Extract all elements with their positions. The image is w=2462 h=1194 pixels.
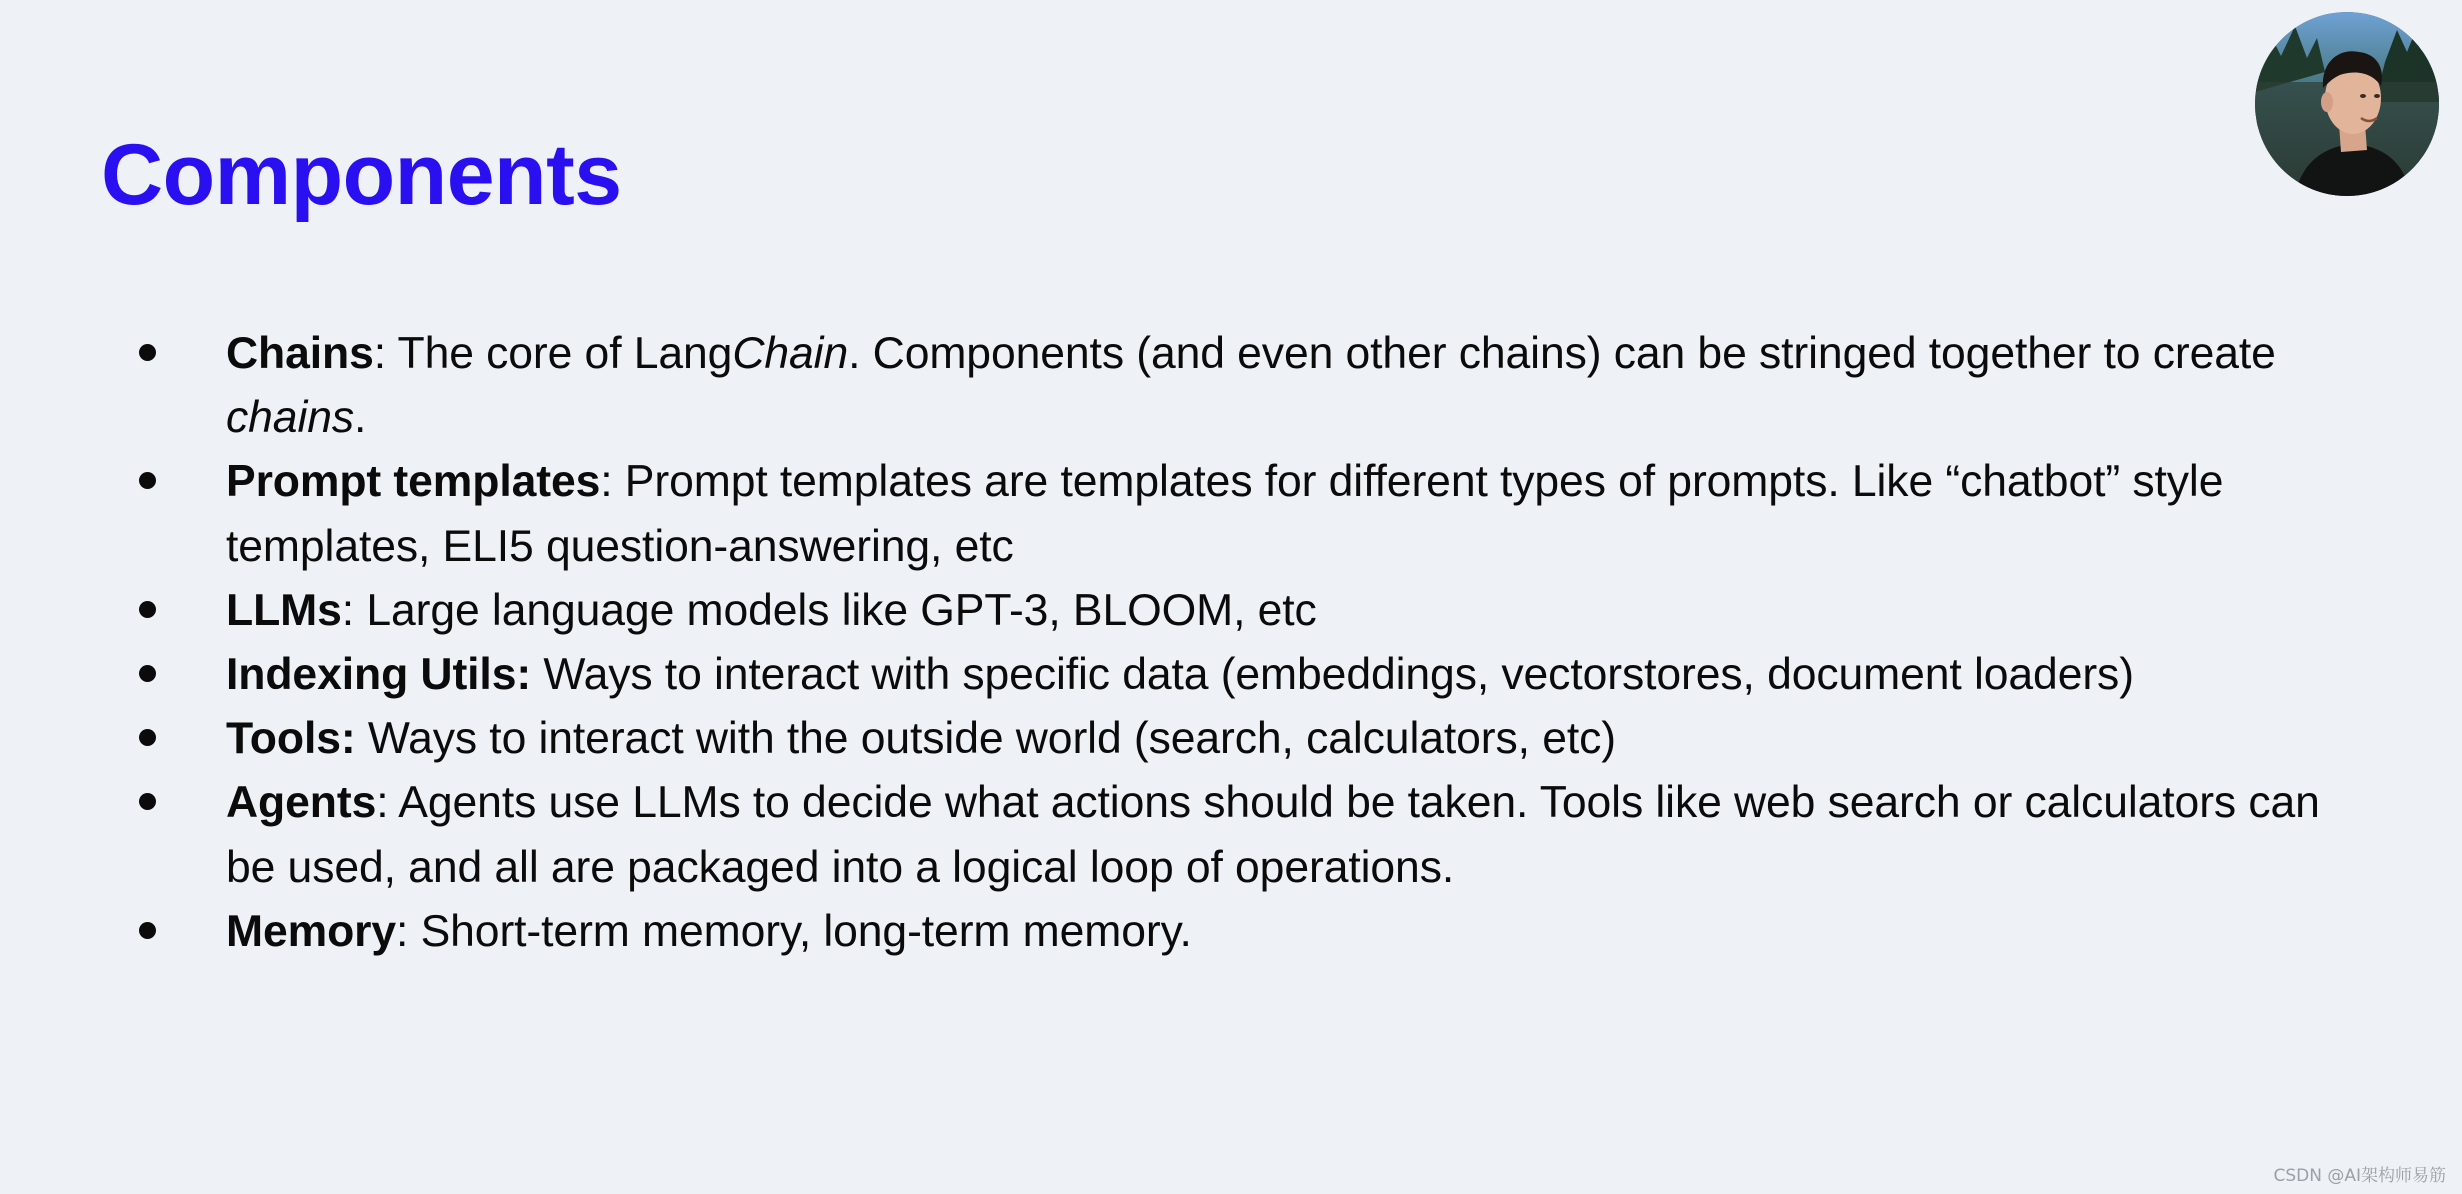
description-text: Ways to interact with the outside world (search, calculators, etc) — [355, 714, 1616, 764]
term-label: Tools: — [226, 714, 356, 764]
bullet-icon — [136, 322, 176, 386]
list-item-chains — [136, 322, 2366, 450]
description-text: . — [354, 393, 367, 443]
bullet-icon — [136, 900, 176, 964]
presenter-avatar — [2255, 12, 2439, 196]
list-item-tools — [136, 707, 2366, 771]
list-item-prompt-templates — [136, 450, 2366, 578]
description-text: : Large language models like GPT-3, BLOOM, etc — [341, 585, 1317, 635]
bullet-icon — [136, 707, 176, 771]
term-label: Prompt templates — [226, 457, 601, 507]
description-text: . Components (and even other chains) can be stringed together to create — [848, 329, 2276, 378]
list-item-memory — [136, 900, 2366, 964]
description-emphasis: Chain — [732, 329, 849, 378]
description-text: Ways to interact with specific data (embeddings, vectorstores, document loaders) — [531, 650, 2134, 700]
bullet-icon — [136, 450, 176, 514]
bullet-icon — [136, 643, 176, 707]
description-emphasis: chains — [226, 393, 355, 443]
term-label: Agents — [226, 778, 377, 828]
avatar-photo-icon — [2255, 12, 2439, 196]
term-label: Indexing Utils: — [226, 650, 532, 700]
term-label: Chains — [226, 329, 374, 378]
term-label: LLMs — [226, 585, 342, 635]
description-text: : Agents use LLMs to decide what actions should be taken. Tools like web search or calculators can be used, and all are packaged into a logical loop of operations. — [226, 778, 2320, 892]
list-item-agents — [136, 771, 2366, 899]
list-item-indexing-utils — [136, 643, 2366, 707]
description-text: : Prompt templates are templates for different types of prompts. Like “chatbot” style templates, ELI5 question-answering, etc — [226, 457, 2224, 571]
components-list — [136, 322, 2366, 964]
watermark-text: CSDN @AI架构师易筋 — [2273, 1166, 2446, 1186]
description-text: : Short-term memory, long-term memory. — [396, 906, 1192, 956]
bullet-icon — [136, 771, 176, 835]
list-item-llms — [136, 579, 2366, 643]
bullet-icon — [136, 579, 176, 643]
slide-title: Components — [101, 127, 622, 223]
term-label: Memory — [226, 906, 397, 956]
description-text: : The core of Lang — [373, 329, 733, 378]
